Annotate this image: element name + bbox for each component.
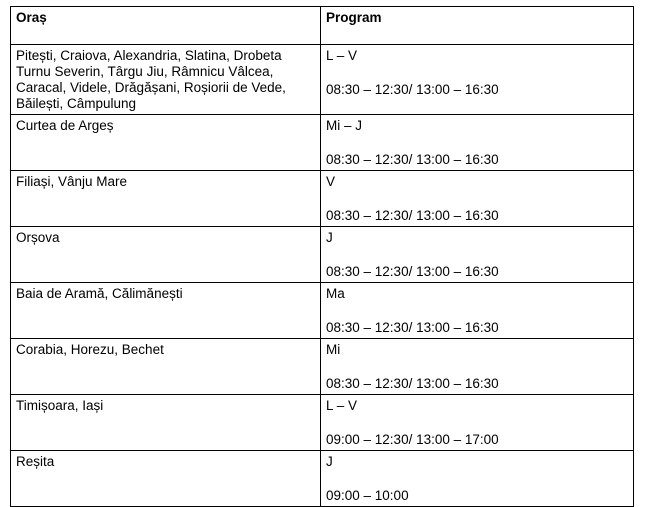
city-cell xyxy=(11,171,321,227)
hours-text: 09:00 – 10:00 xyxy=(326,488,409,503)
city-text: Orșova xyxy=(16,230,60,245)
days-text: Mi – J xyxy=(326,118,363,133)
days-text: L – V xyxy=(326,398,358,413)
table-row xyxy=(11,171,634,227)
city-cell xyxy=(11,115,321,171)
hours-text: 09:00 – 12:30/ 13:00 – 17:00 xyxy=(326,432,499,447)
header-city: Oraș xyxy=(11,7,321,45)
program-cell xyxy=(321,283,634,339)
city-text: Pitești, Craiova, Alexandria, Slatina, Drobeta Turnu Severin, Târgu Jiu, Râmnicu Vâlcea, Caracal, Videle, Drăgășani, Roșiorii de Vede, Băilești, Câmpulung xyxy=(16,48,286,111)
table-row xyxy=(11,227,634,283)
city-text: Reșita xyxy=(16,454,55,469)
city-cell xyxy=(11,283,321,339)
table-row xyxy=(11,395,634,451)
schedule-table xyxy=(10,6,634,507)
city-text: Timișoara, Iași xyxy=(16,398,104,413)
table-row xyxy=(11,339,634,395)
city-text: Corabia, Horezu, Bechet xyxy=(16,342,164,357)
program-cell xyxy=(321,227,634,283)
city-cell xyxy=(11,451,321,507)
table-row xyxy=(11,283,634,339)
hours-text: 08:30 – 12:30/ 13:00 – 16:30 xyxy=(326,264,499,279)
table-row xyxy=(11,451,634,507)
hours-text: 08:30 – 12:30/ 13:00 – 16:30 xyxy=(326,208,499,223)
header-program: Program xyxy=(321,7,634,45)
days-text: J xyxy=(326,454,333,469)
hours-text: 08:30 – 12:30/ 13:00 – 16:30 xyxy=(326,152,499,167)
program-cell xyxy=(321,45,634,115)
days-text: J xyxy=(326,230,333,245)
city-cell xyxy=(11,395,321,451)
city-cell xyxy=(11,45,321,115)
days-text: L – V xyxy=(326,48,358,63)
program-cell xyxy=(321,339,634,395)
city-text: Filiași, Vânju Mare xyxy=(16,174,128,189)
city-cell xyxy=(11,227,321,283)
days-text: Mi xyxy=(326,342,341,357)
hours-text: 08:30 – 12:30/ 13:00 – 16:30 xyxy=(326,376,499,391)
program-cell xyxy=(321,451,634,507)
schedule-table-container xyxy=(10,6,633,507)
program-cell xyxy=(321,115,634,171)
hours-text: 08:30 – 12:30/ 13:00 – 16:30 xyxy=(326,320,499,335)
city-text: Baia de Aramă, Călimănești xyxy=(16,286,183,301)
city-cell xyxy=(11,339,321,395)
program-cell xyxy=(321,171,634,227)
table-row xyxy=(11,115,634,171)
city-text: Curtea de Argeș xyxy=(16,118,114,133)
table-header-row xyxy=(11,7,634,45)
days-text: Ma xyxy=(326,286,345,301)
days-text: V xyxy=(326,174,336,189)
program-cell xyxy=(321,395,634,451)
hours-text: 08:30 – 12:30/ 13:00 – 16:30 xyxy=(326,82,499,97)
table-row xyxy=(11,45,634,115)
